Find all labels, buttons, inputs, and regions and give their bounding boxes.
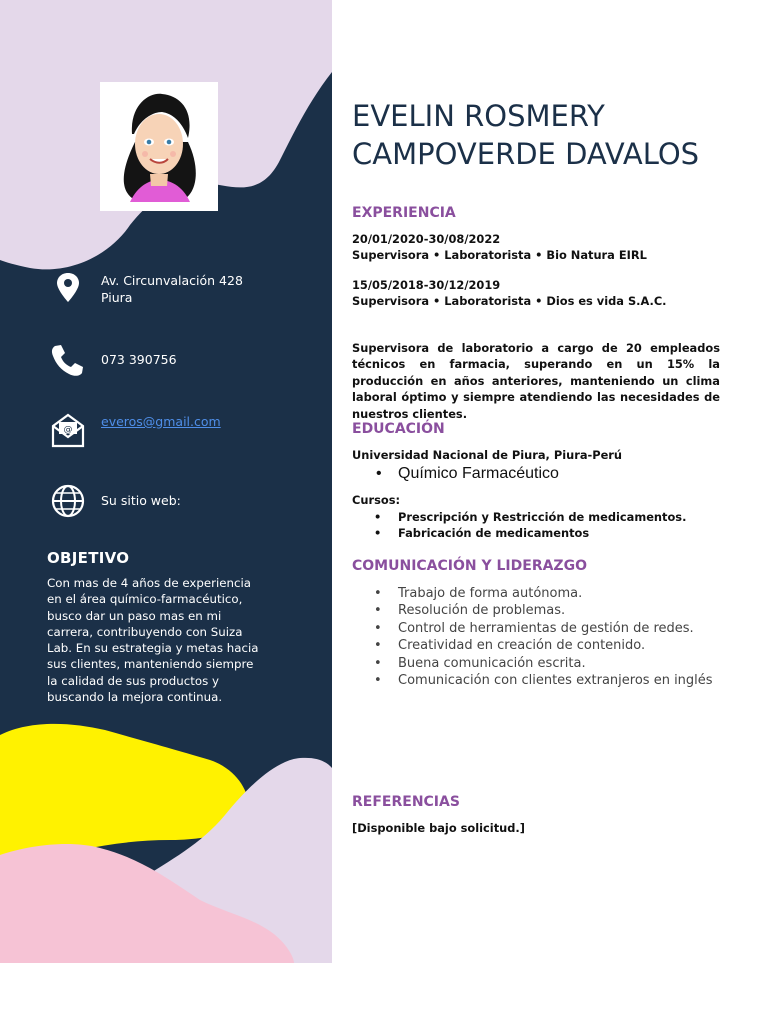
location-pin-icon xyxy=(48,268,88,308)
skill-item: • Resolución de problemas. xyxy=(352,602,713,619)
job-2-dates: 15/05/2018-30/12/2019 xyxy=(352,278,501,292)
globe-icon xyxy=(48,481,88,521)
candidate-name xyxy=(352,97,699,173)
objective-title: OBJETIVO xyxy=(47,549,130,567)
skill-item: • Control de herramientas de gestión de redes. xyxy=(352,620,713,637)
sidebar xyxy=(0,0,332,963)
courses-list xyxy=(352,509,686,541)
job-1-role: Supervisora • Laboratorista • Bio Natura EIRL xyxy=(352,248,647,262)
job-1 xyxy=(352,231,647,263)
skill-item: • Creatividad en creación de contenido. xyxy=(352,637,713,654)
course-item: • Prescripción y Restricción de medicamentos. xyxy=(352,509,686,525)
email-icon xyxy=(48,410,88,450)
name-line1: EVELIN ROSMERY xyxy=(352,99,605,133)
education-school: Universidad Nacional de Piura, Piura-Perú xyxy=(352,448,623,462)
degree-item: • Químico Farmacéutico xyxy=(352,465,559,483)
skill-item: • Trabajo de forma autónoma. xyxy=(352,585,713,602)
name-line2: CAMPOVERDE DAVALOS xyxy=(352,137,700,171)
address-line2: Piura xyxy=(101,290,133,305)
profile-photo xyxy=(100,82,218,211)
website-label: Su sitio web: xyxy=(101,493,181,508)
references-text: [Disponible bajo solicitud.] xyxy=(352,821,525,835)
avatar-illustration xyxy=(100,82,218,211)
job-2 xyxy=(352,277,667,309)
email-link[interactable]: everos@gmail.com xyxy=(101,414,221,429)
skill-item: • Buena comunicación escrita. xyxy=(352,655,713,672)
experience-summary: Supervisora de laboratorio a cargo de 20 empleados técnicos en farmacia, superando en un 15% la producción en años anteriores, manteniendo un clima laboral óptimo y siempre atendiendo las necesidades de nuestros clientes. xyxy=(352,341,720,421)
job-1-dates: 20/01/2020-30/08/2022 xyxy=(352,232,501,246)
courses-label: Cursos: xyxy=(352,493,401,507)
phone-icon xyxy=(47,340,87,380)
references-title: REFERENCIAS xyxy=(352,794,460,810)
svg-text:@: @ xyxy=(63,425,73,435)
job-2-role: Supervisora • Laboratorista • Dios es vida S.A.C. xyxy=(352,294,667,308)
course-item: • Fabricación de medicamentos xyxy=(352,525,686,541)
phone-number: 073 390756 xyxy=(101,352,177,367)
degree-list xyxy=(352,465,559,483)
skills-list xyxy=(352,585,713,689)
address xyxy=(101,272,243,306)
experience-title: EXPERIENCIA xyxy=(352,205,456,221)
skill-item: • Comunicación con clientes extranjeros en inglés xyxy=(352,672,713,689)
address-line1: Av. Circunvalación 428 xyxy=(101,273,243,288)
objective-text: Con mas de 4 años de experiencia en el área químico-farmacéutico, busco dar un paso mas en mi carrera, contribuyendo con Suiza Lab. En su estrategia y metas hacia sus clientes, manteniendo siempre la calidad de sus productos y buscando la mejora continua. xyxy=(47,576,259,705)
education-title: EDUCACIÓN xyxy=(352,421,445,437)
skills-title: COMUNICACIÓN Y LIDERAZGO xyxy=(352,558,587,574)
email-container xyxy=(101,413,221,430)
